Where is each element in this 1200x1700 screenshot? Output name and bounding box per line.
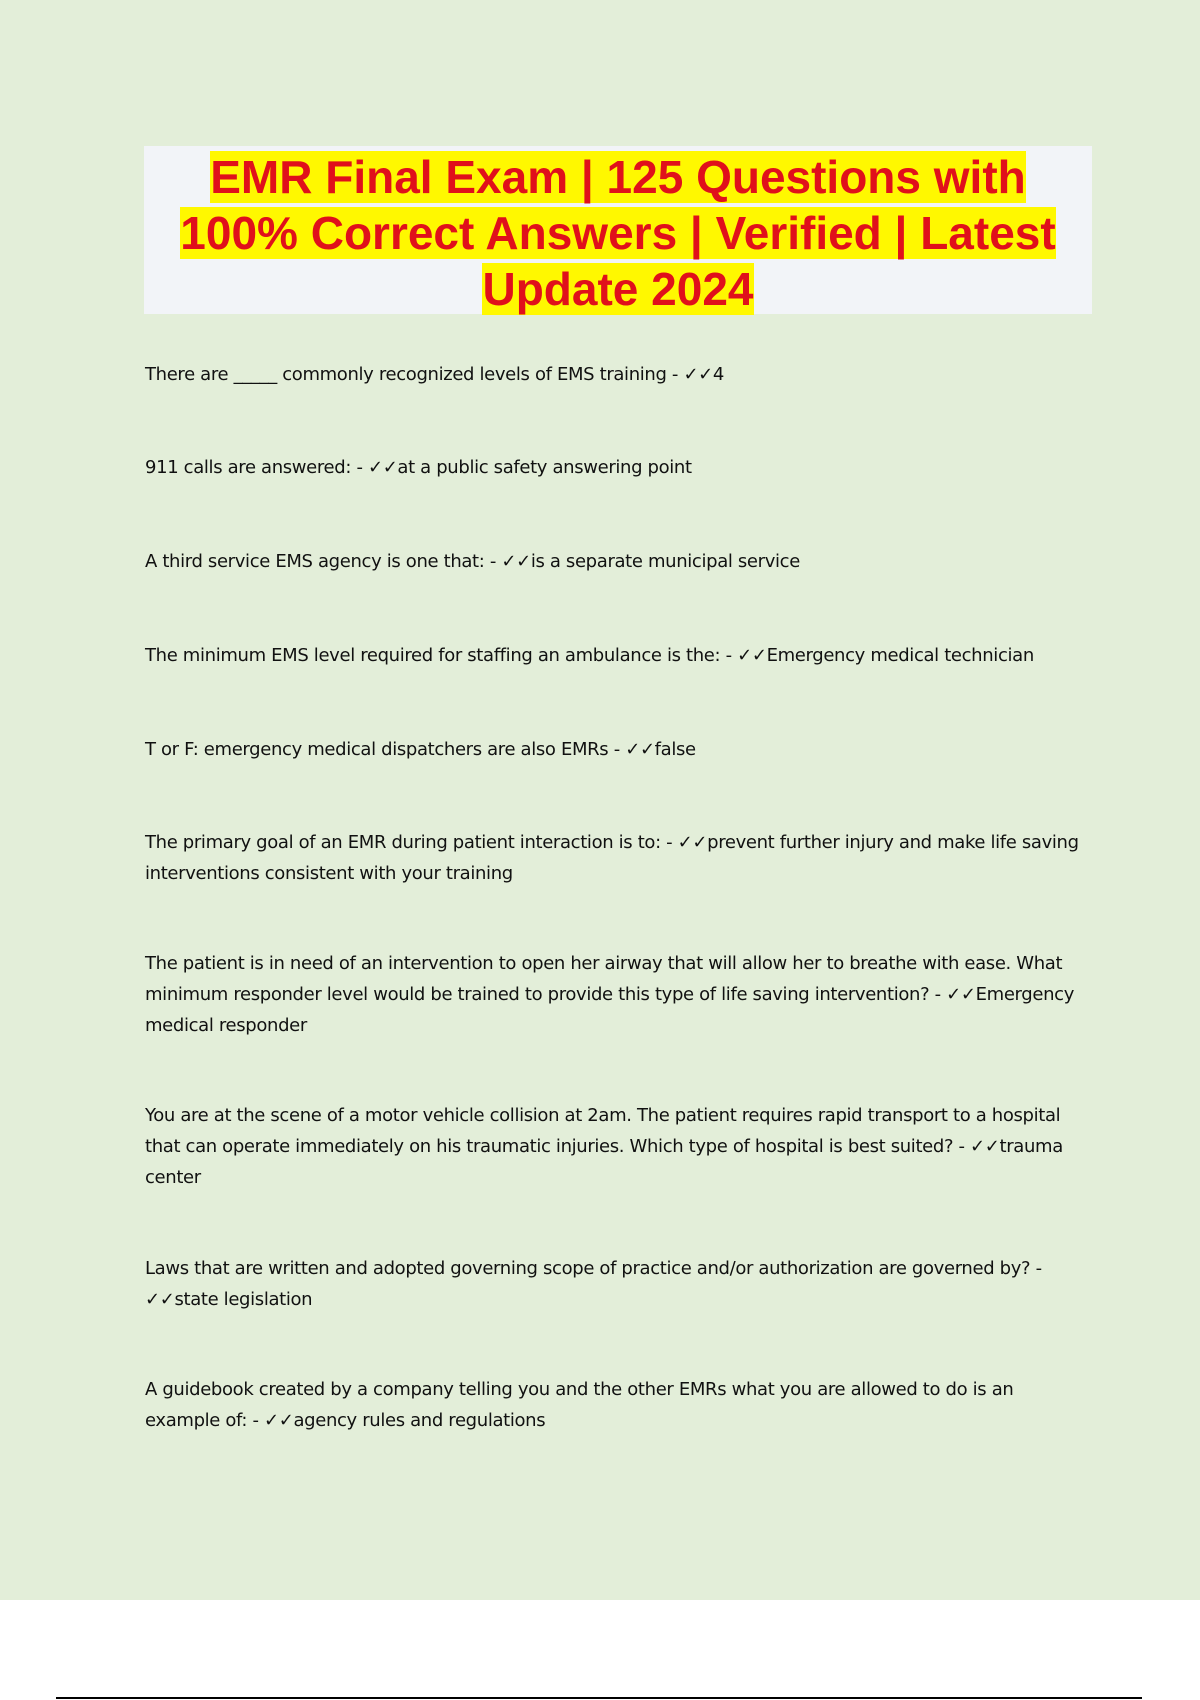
qa-item: A third service EMS agency is one that: - ✓✓is a separate municipal service: [145, 551, 800, 572]
qa-item: There are _____ commonly recognized levels of EMS training - ✓✓4: [145, 364, 725, 385]
qa-item: 911 calls are answered: - ✓✓at a public safety answering point: [145, 457, 692, 478]
qa-item: The minimum EMS level required for staffing an ambulance is the: - ✓✓Emergency medical technician: [145, 645, 1034, 666]
qa-item: T or F: emergency medical dispatchers are also EMRs - ✓✓false: [145, 739, 696, 760]
footer-divider: [56, 1697, 1142, 1699]
title-banner: [144, 146, 1092, 314]
document-title: EMR Final Exam | 125 Questions with 100% Correct Answers | Verified | Latest Update 2024: [180, 151, 1056, 315]
qa-item: You are at the scene of a motor vehicle collision at 2am. The patient requires rapid transport to a hospital that can operate immediately on his traumatic injuries. Which type of hospital is best suited? - ✓✓trauma center: [145, 1105, 1063, 1188]
qa-item: A guidebook created by a company telling you and the other EMRs what you are allowed to do is an example of: - ✓✓agency rules and regulations: [145, 1379, 1014, 1431]
qa-item: The primary goal of an EMR during patient interaction is to: - ✓✓prevent further injury and make life saving interventions consistent with your training: [145, 832, 1079, 884]
qa-item: The patient is in need of an intervention to open her airway that will allow her to breathe with ease. What minimum responder level would be trained to provide this type of life saving intervention? - ✓✓Emergency medical responder: [145, 953, 1074, 1036]
qa-item: Laws that are written and adopted governing scope of practice and/or authorization are governed by? - ✓✓state legislation: [145, 1258, 1042, 1310]
